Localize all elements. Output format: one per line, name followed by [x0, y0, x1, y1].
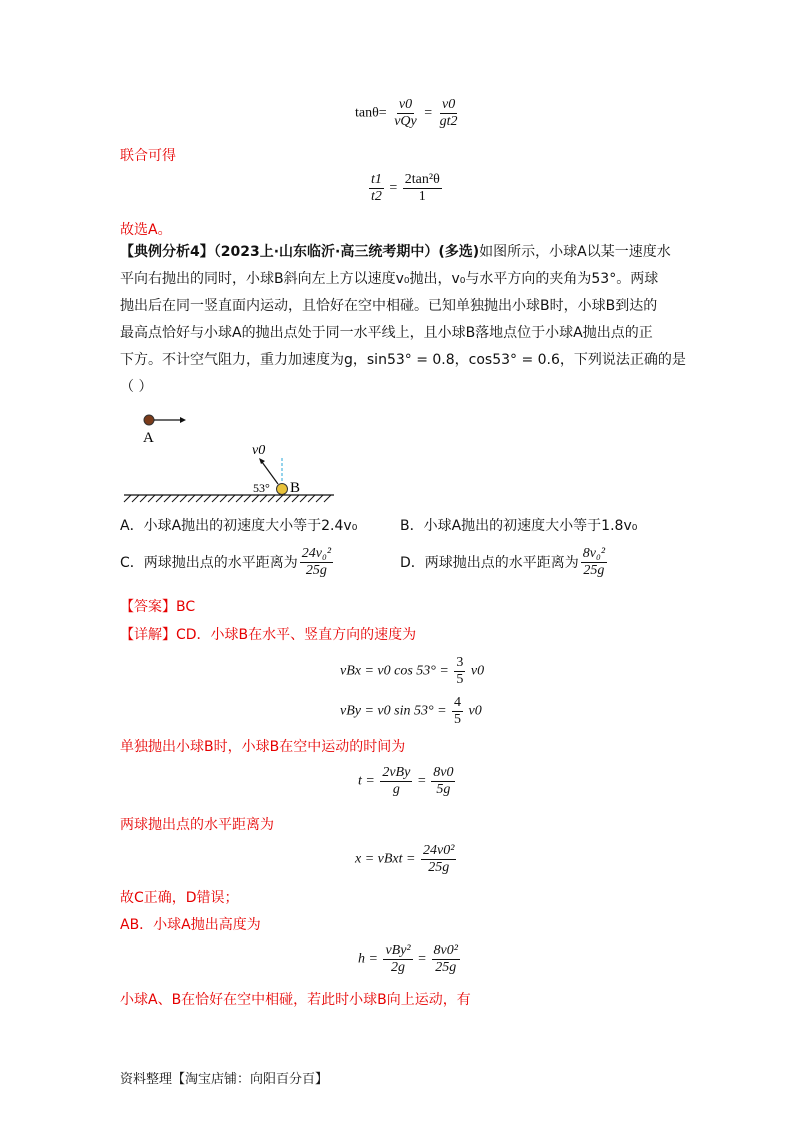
example-tag: 【典例分析4】: [120, 244, 214, 260]
option-d: D．两球抛出点的水平距离为 $\frac{\text{8v₀²}}{25g}$: [400, 546, 606, 578]
equation-tan-theta: tanθ= $\frac{v0}{\text{vQy}}$ = $\frac{v0}{gt2}$: [355, 97, 458, 129]
footer: 资料整理【淘宝店铺：向阳百分百】: [120, 1072, 329, 1087]
equation-x: x = vBxt = $\frac{\text{24v0²}}{25g}$: [355, 843, 455, 875]
ball-a: [144, 415, 154, 425]
solo-text: 单独抛出小球B时，小球B在空中运动的时间为: [120, 739, 406, 755]
option-c: C．两球抛出点的水平距离为 $\frac{\text{24v₀²}}{25g}$: [120, 546, 332, 578]
answer-text: 【答案】BC: [120, 599, 196, 615]
equation-height: h = $\frac{\text{vBy²}}{2g}$ = $\frac{\text{8v0²}}{25g}$: [358, 943, 458, 975]
label-a: A: [143, 430, 154, 446]
equation-time-ratio: $\frac{t1}{t2}$ = $\frac{\text{2tan²θ}}{1}$: [371, 172, 440, 204]
c-correct-text: 故C正确，D错误；: [120, 890, 239, 906]
problem-statement: 【典例分析4】（2023上·山东临沂·高三统考期中）(多选)如图所示，小球A以某一速度水 平向右抛出的同时，小球B斜向左上方以速度v₀抛出，v₀与水平方向的夹角为53°。两球 抛出后在同一竖直面内运动，且恰好在空中相碰。已知单独抛出小球B时，小球B到达的 最高点恰好与小球A的抛出点处于同一水平线上，且小球B落地点位于小球A抛出点的正 下方。不计空气阻力，重力加速度为g，sin53° = 0.8，cos53° = 0.6，下列说法正确的是 （ ）: [120, 244, 686, 395]
label-v0: v0: [252, 443, 266, 458]
choose-a-text: 故选A。: [120, 222, 172, 238]
ab-text: AB．小球A抛出高度为: [120, 917, 261, 933]
label-angle: 53°: [253, 481, 270, 495]
option-a: A．小球A抛出的初速度大小等于2.4v₀: [120, 518, 358, 534]
horizontal-distance-text: 两球抛出点的水平距离为: [120, 817, 274, 833]
equation-vby: vBy = v0 sin 53° = $\frac{4}{5}$ v0: [340, 695, 482, 727]
joint-text: 联合可得: [120, 148, 176, 164]
option-b: B．小球A抛出的初速度大小等于1.8v₀: [400, 518, 638, 534]
ball-b: [277, 484, 288, 495]
projectile-figure: [118, 405, 338, 510]
detail-text: 【详解】CD．小球B在水平、竖直方向的速度为: [120, 627, 417, 643]
example-source: （2023上·山东临沂·高三统考期中）(多选): [213, 244, 480, 260]
equation-time: t = $\frac{\text{2vBy}}{g}$ = $\frac{8v0}{5g}$: [358, 765, 454, 797]
equation-vbx: vBx = v0 cos 53° = $\frac{3}{5}$ v0: [340, 655, 485, 687]
meet-text: 小球A、B在恰好在空中相碰，若此时小球B向上运动，有: [120, 992, 471, 1008]
label-b: B: [290, 480, 301, 496]
